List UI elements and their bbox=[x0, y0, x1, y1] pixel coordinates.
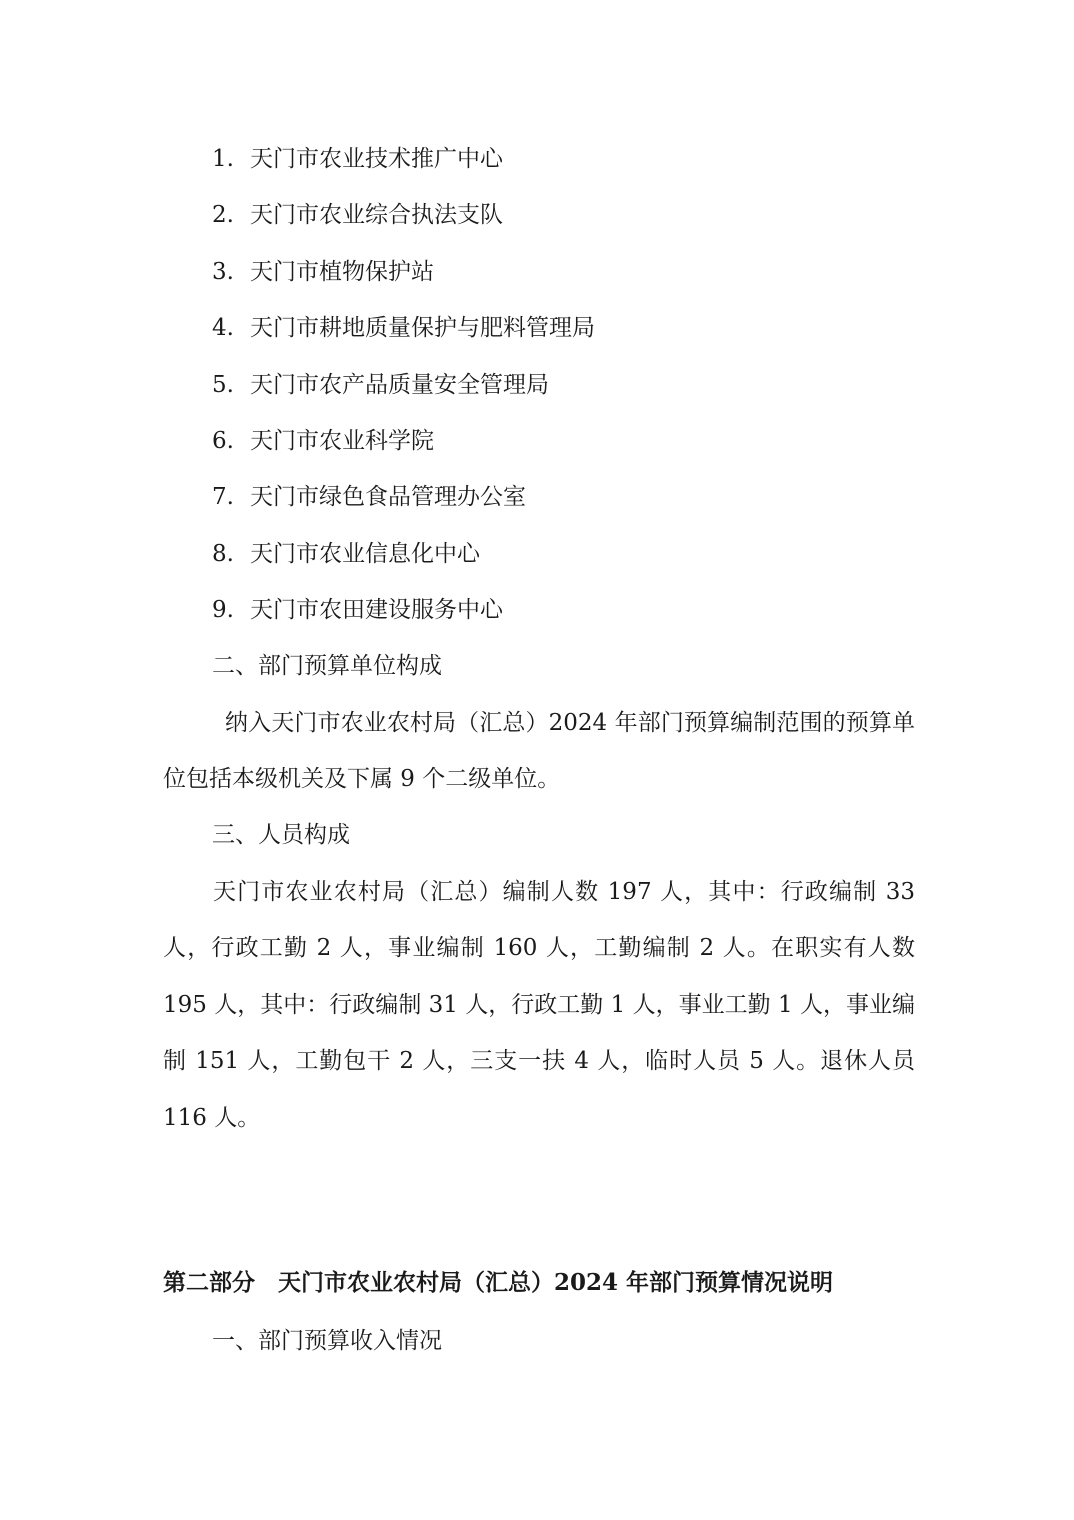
list-item bbox=[212, 420, 595, 476]
list-item bbox=[212, 194, 595, 250]
subordinate-units-list bbox=[212, 138, 595, 646]
list-item-text: 天门市耕地质量保护与肥料管理局 bbox=[250, 315, 595, 342]
list-item-number: 2. bbox=[212, 202, 234, 229]
staff-paragraph: 天门市农业农村局（汇总）编制人数 197 人，其中：行政编制 33 人，行政工勤 2 人，事业编制 160 人，工勤编制 2 人。在职实有人数 195 人，其中：行政编制 31 人，行政工勤 1 人，事业工勤 1 人，事业编制 151 人，工勤包干 2 人，三支一扶 4 人，临时人员 5 人。退休人员 116 人。 bbox=[163, 879, 915, 1131]
list-item bbox=[212, 307, 595, 363]
section-heading-budget-units: 二、部门预算单位构成 bbox=[212, 653, 442, 679]
list-item-text: 天门市农业科学院 bbox=[250, 427, 434, 454]
budget-units-paragraph: 纳入天门市农业农村局（汇总）2024 年部门预算编制范围的预算单位包括本级机关及下属 9 个二级单位。 bbox=[163, 710, 915, 793]
list-item-text: 天门市农业综合执法支队 bbox=[250, 202, 503, 229]
list-item bbox=[212, 364, 595, 420]
list-item-number: 5. bbox=[212, 371, 234, 398]
list-item-text: 天门市农产品质量安全管理局 bbox=[250, 371, 549, 398]
list-item-number: 6. bbox=[212, 427, 234, 454]
list-item bbox=[212, 251, 595, 307]
list-item-text: 天门市绿色食品管理办公室 bbox=[250, 484, 526, 511]
section-heading-staff: 三、人员构成 bbox=[212, 822, 350, 848]
list-item-number: 3. bbox=[212, 258, 234, 285]
list-item-number: 9. bbox=[212, 597, 234, 624]
list-item-text: 天门市农业信息化中心 bbox=[250, 540, 480, 567]
list-item-number: 4. bbox=[212, 315, 234, 342]
list-item-number: 8. bbox=[212, 540, 234, 567]
list-item bbox=[212, 476, 595, 532]
list-item-text: 天门市农业技术推广中心 bbox=[250, 146, 503, 172]
list-item bbox=[212, 589, 595, 645]
list-item bbox=[212, 138, 595, 194]
list-item bbox=[212, 533, 595, 589]
list-item-text: 天门市植物保护站 bbox=[250, 258, 434, 285]
list-item-number: 1. bbox=[212, 146, 234, 172]
list-item-text: 天门市农田建设服务中心 bbox=[250, 597, 503, 624]
section-heading-budget-income: 一、部门预算收入情况 bbox=[212, 1328, 442, 1354]
list-item-number: 7. bbox=[212, 484, 234, 511]
part-two-title: 第二部分 天门市农业农村局（汇总）2024 年部门预算情况说明 bbox=[163, 1269, 834, 1296]
